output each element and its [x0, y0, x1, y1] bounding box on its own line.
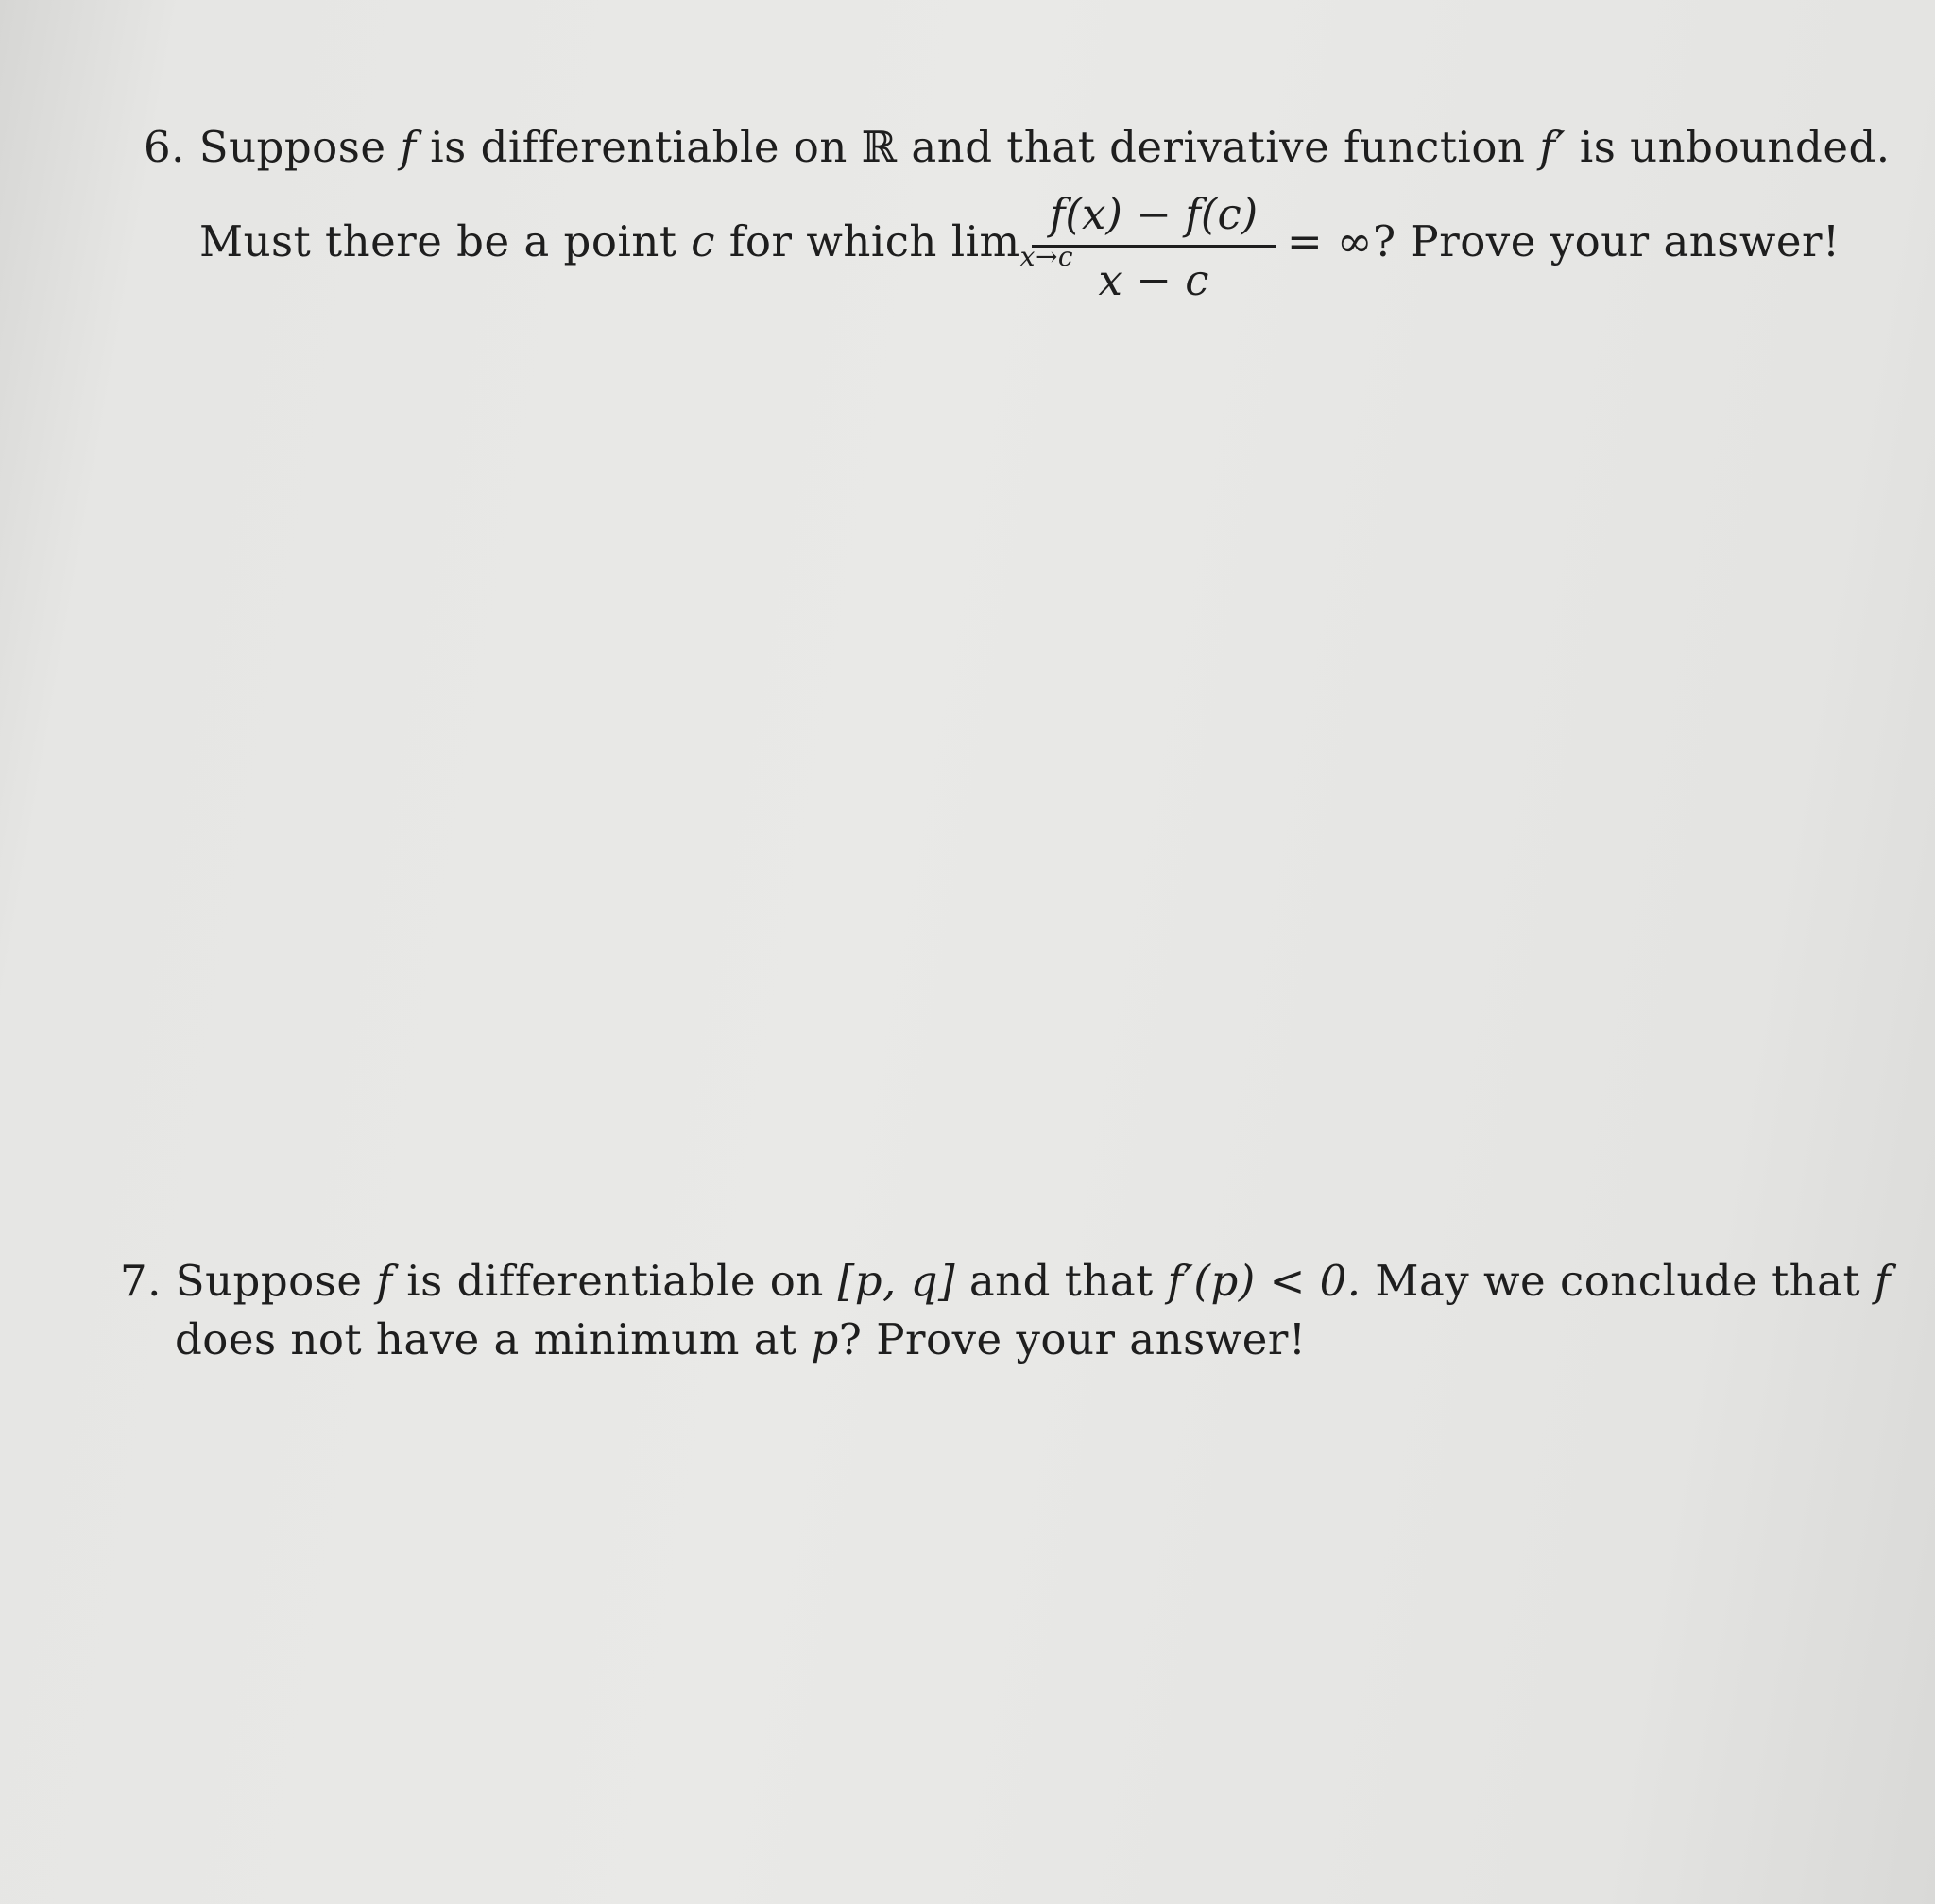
problem-6-number: 6. [144, 122, 185, 172]
math-condition: f′(p) < 0. [1167, 1256, 1361, 1306]
problem-6-line-2 [199, 216, 1074, 272]
problem-6-line-1 [144, 122, 1891, 172]
problem-7-line-2 [175, 1314, 1307, 1364]
difference-quotient [1032, 189, 1276, 305]
problem-6-text: is unbounded. [1579, 122, 1891, 172]
math-f-prime: f′ [1539, 122, 1567, 172]
problem-7-text: ? Prove your answer! [838, 1314, 1307, 1364]
problem-7-text: is differentiable on [406, 1256, 824, 1306]
problem-6-text: for which lim [728, 216, 1020, 266]
problem-6-line-2-end [1287, 216, 1841, 266]
fraction-denominator: x − c [1098, 255, 1209, 305]
math-f: f [376, 1256, 393, 1306]
problem-7-number: 7. [120, 1256, 162, 1306]
limit-subscript: x→c [1019, 241, 1074, 272]
problem-6-text: = ∞? Prove your answer! [1287, 216, 1841, 266]
fraction-numerator: f(x) − f(c) [1032, 189, 1276, 248]
math-interval: [p, q] [837, 1256, 956, 1306]
math-f: f [400, 122, 417, 172]
problem-7-text: and that [968, 1256, 1154, 1306]
problem-7-line-1 [120, 1256, 1892, 1306]
math-p: p [811, 1314, 839, 1364]
problem-7-text: does not have a minimum at [175, 1314, 797, 1364]
math-c: c [691, 216, 715, 266]
problem-6-text: Suppose [198, 122, 386, 172]
math-reals: ℝ [861, 122, 898, 172]
problem-6-text: and that derivative function [911, 122, 1526, 172]
problem-6-text: Must there be a point [199, 216, 677, 266]
problem-6-text: is differentiable on [430, 122, 848, 172]
problem-7-text: Suppose [175, 1256, 363, 1306]
math-f: f [1874, 1256, 1892, 1306]
problem-7-text: May we conclude that [1375, 1256, 1861, 1306]
